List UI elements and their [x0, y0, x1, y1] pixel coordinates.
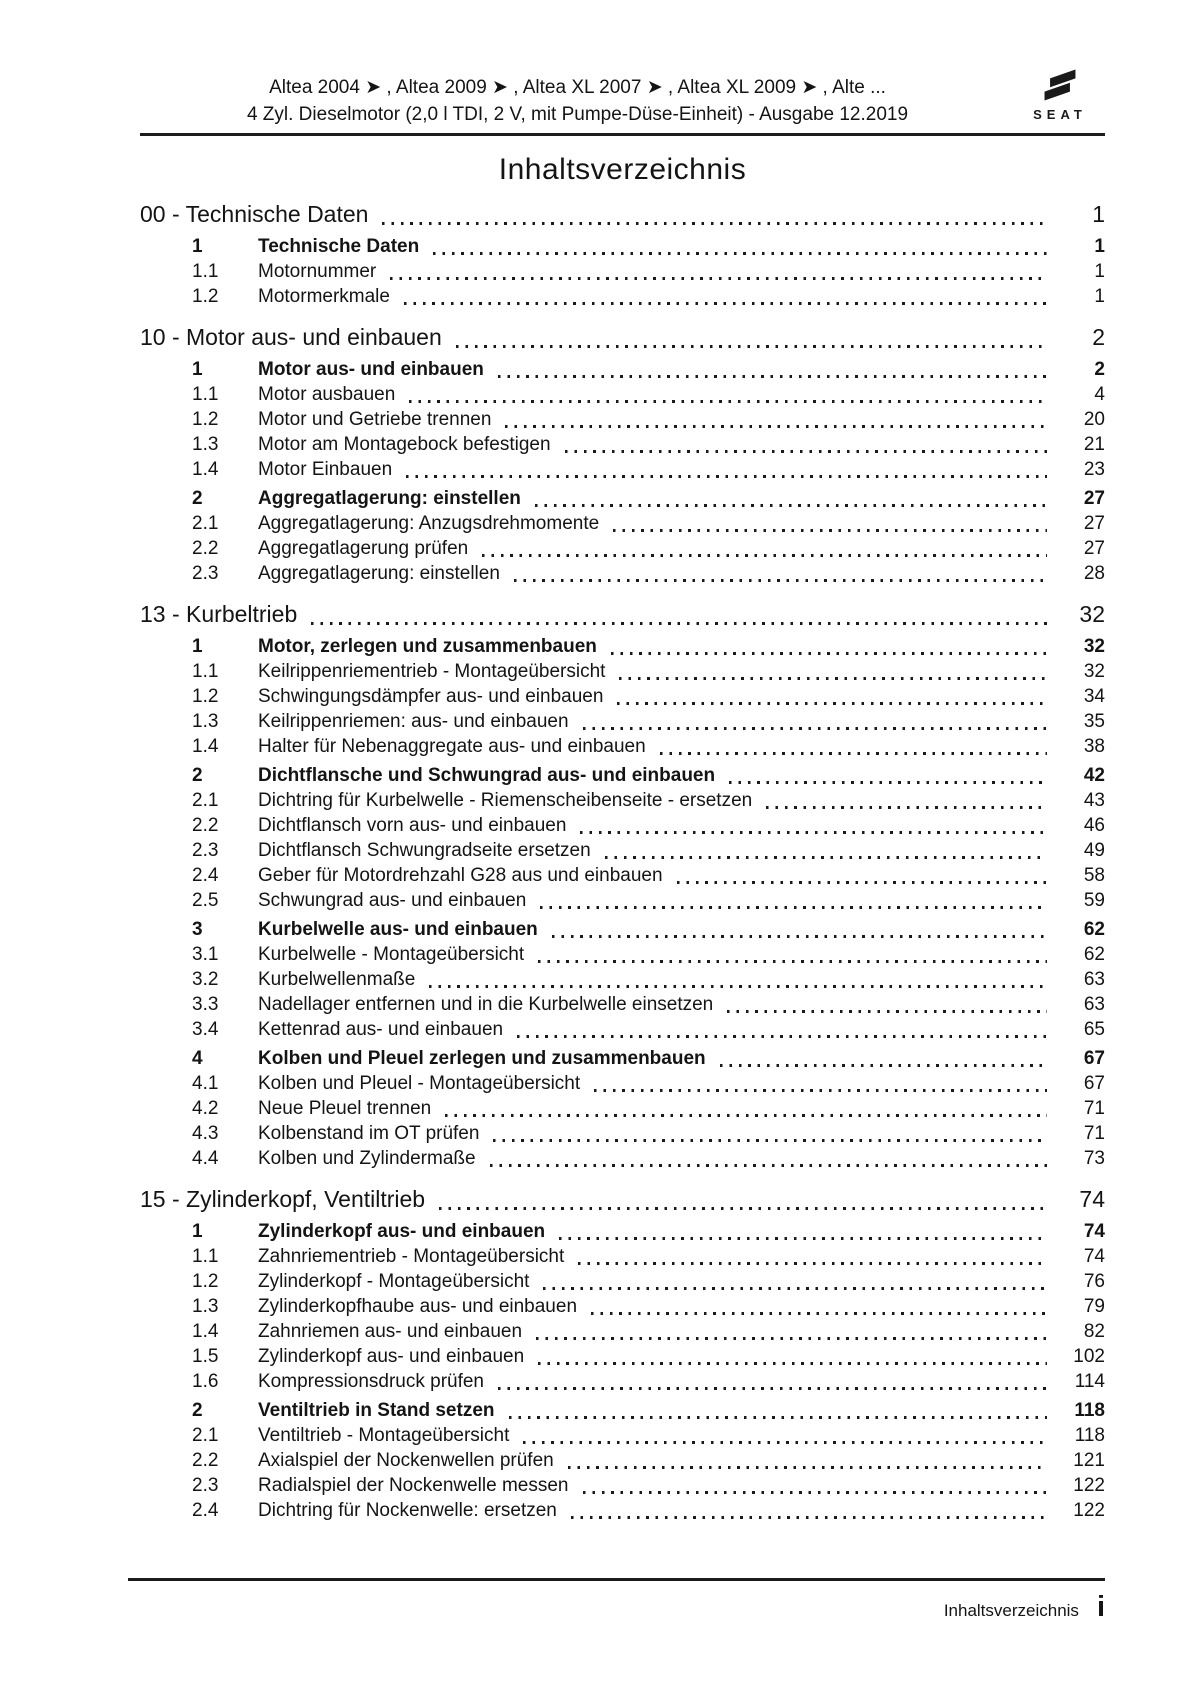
- toc-entry-row[interactable]: [140, 788, 1105, 813]
- toc-entry-row[interactable]: [140, 709, 1105, 734]
- toc-entry-number: 1.1: [192, 384, 219, 405]
- toc-entry-number: 2.1: [192, 513, 219, 534]
- toc-entry-row[interactable]: [140, 992, 1105, 1017]
- toc-chapter-label: 13 - Kurbeltrieb: [140, 601, 298, 627]
- toc-entry-page: 122: [1073, 1475, 1105, 1496]
- toc-entry-label: Radialspiel der Nockenwelle messen: [258, 1475, 569, 1496]
- toc-entry-label: Dichtflansch vorn aus- und einbauen: [258, 815, 567, 836]
- toc-entry-number: 1.3: [192, 711, 219, 732]
- dotted-leader: [404, 302, 1047, 305]
- toc-entry-row[interactable]: [140, 813, 1105, 838]
- toc-entry-page: 122: [1073, 1500, 1105, 1521]
- toc-chapter-row[interactable]: [140, 1184, 1105, 1215]
- toc-entry-label: Dichtring für Kurbelwelle - Riemenscheibenseite - ersetzen: [258, 790, 753, 811]
- toc-entry-row[interactable]: [140, 1319, 1105, 1344]
- toc-entry-row[interactable]: [140, 1269, 1105, 1294]
- toc-entry-label: Ventiltrieb - Montageübersicht: [258, 1425, 510, 1446]
- toc-entry-label: Zahnriementrieb - Montageübersicht: [258, 1246, 565, 1267]
- dotted-leader: [766, 806, 1047, 809]
- header-divider: [140, 133, 1105, 136]
- header-text-block: [140, 58, 1015, 128]
- toc-entry-page: 63: [1083, 994, 1105, 1015]
- dotted-leader: [498, 375, 1047, 378]
- dotted-leader: [538, 1362, 1047, 1365]
- toc-entry-row[interactable]: [140, 1219, 1105, 1244]
- toc-entry-row[interactable]: [140, 838, 1105, 863]
- toc-entry-number: 3.3: [192, 994, 219, 1015]
- toc-entry-label: Motor, zerlegen und zusammenbauen: [258, 636, 597, 657]
- toc-entry-label: Motor Einbauen: [258, 459, 393, 480]
- toc-chapter-row[interactable]: [140, 199, 1105, 230]
- toc-entry-number: 1.2: [192, 286, 219, 307]
- toc-entry-number: 2.3: [192, 1475, 219, 1496]
- toc-entry-label: Motornummer: [258, 261, 377, 282]
- toc-chapter-row[interactable]: [140, 599, 1105, 630]
- toc-entry-number: 2.2: [192, 538, 219, 559]
- toc-entry-row[interactable]: [140, 917, 1105, 942]
- toc-entry-page: 102: [1073, 1346, 1105, 1367]
- dotted-leader: [729, 781, 1047, 784]
- dotted-leader: [505, 425, 1047, 428]
- toc-entry-row[interactable]: [140, 382, 1105, 407]
- toc-entry-page: 63: [1083, 969, 1105, 990]
- toc-chapter-page: 32: [1079, 601, 1105, 627]
- toc-entry-page: 32: [1083, 636, 1105, 657]
- page-footer: [128, 1578, 1105, 1622]
- toc-entry-label: Kurbelwellenmaße: [258, 969, 416, 990]
- toc-entry-number: 2.1: [192, 1425, 219, 1446]
- toc-entry-label: Kolben und Pleuel - Montageübersicht: [258, 1073, 581, 1094]
- dotted-leader: [540, 906, 1047, 909]
- dotted-leader: [611, 652, 1047, 655]
- header-models-line: Altea 2004 ➤ , Altea 2009 ➤ , Altea XL 2007 ➤ , Altea XL 2009 ➤ , Alte ...: [269, 77, 886, 98]
- toc-entry-page: 21: [1083, 434, 1105, 455]
- toc-entry-number: 1.4: [192, 736, 219, 757]
- toc-entry-row[interactable]: [140, 1398, 1105, 1423]
- toc-entry-number: 1: [192, 636, 203, 657]
- toc-chapter-page: 74: [1079, 1186, 1105, 1212]
- toc-entry-page: 20: [1083, 409, 1105, 430]
- toc-entry-row[interactable]: [140, 888, 1105, 913]
- toc-entry-number: 2.2: [192, 815, 219, 836]
- toc-entry-number: 1.2: [192, 686, 219, 707]
- toc-entry-row[interactable]: [140, 561, 1105, 586]
- toc-entry-row[interactable]: [140, 863, 1105, 888]
- dotted-leader: [456, 345, 1047, 348]
- toc-chapter-page: 1: [1092, 201, 1105, 227]
- page-header: [140, 58, 1105, 128]
- dotted-leader: [565, 450, 1047, 453]
- toc-entry-number: 2.1: [192, 790, 219, 811]
- toc-entry-label: Aggregatlagerung: einstellen: [258, 563, 500, 584]
- toc-entry-row[interactable]: [140, 1046, 1105, 1071]
- dotted-leader: [509, 1416, 1048, 1419]
- toc-entry-page: 82: [1083, 1321, 1105, 1342]
- toc-entry-page: 49: [1083, 840, 1105, 861]
- dotted-leader: [727, 1010, 1047, 1013]
- dotted-leader: [559, 1237, 1047, 1240]
- page-title: Inhaltsverzeichnis: [498, 153, 747, 186]
- toc-entry-label: Zylinderkopf aus- und einbauen: [258, 1346, 525, 1367]
- toc-entry-row[interactable]: [140, 1423, 1105, 1448]
- toc-entry-row[interactable]: [140, 1448, 1105, 1473]
- toc-entry-page: 67: [1083, 1073, 1105, 1094]
- toc-entry-page: 76: [1083, 1271, 1105, 1292]
- dotted-leader: [568, 1466, 1047, 1469]
- toc-entry-label: Keilrippenriemen: aus- und einbauen: [258, 711, 569, 732]
- toc-entry-row[interactable]: [140, 1121, 1105, 1146]
- toc-entry-number: 1.1: [192, 261, 219, 282]
- toc-entry-label: Nadellager entfernen und in die Kurbelwelle einsetzen: [258, 994, 714, 1015]
- dotted-leader: [619, 677, 1047, 680]
- toc-entry-page: 27: [1083, 538, 1105, 559]
- toc-entry-label: Kompressionsdruck prüfen: [258, 1371, 484, 1392]
- toc-entry-page: 1: [1094, 236, 1105, 257]
- toc-entry-label: Kettenrad aus- und einbauen: [258, 1019, 504, 1040]
- toc-entry-row[interactable]: [140, 259, 1105, 284]
- toc-entry-number: 4.2: [192, 1098, 219, 1119]
- toc-entry-row[interactable]: [140, 1369, 1105, 1394]
- toc-entry-label: Axialspiel der Nockenwellen prüfen: [258, 1450, 554, 1471]
- toc-entry-row[interactable]: [140, 1096, 1105, 1121]
- toc-entry-row[interactable]: [140, 1498, 1105, 1523]
- toc-entry-label: Neue Pleuel trennen: [258, 1098, 432, 1119]
- toc-entry-page: 62: [1083, 919, 1105, 940]
- toc-entry-page: 27: [1083, 513, 1105, 534]
- toc-entry-number: 2.3: [192, 840, 219, 861]
- dotted-leader: [536, 1337, 1047, 1340]
- toc-entry-number: 4.1: [192, 1073, 219, 1094]
- toc-entry-page: 118: [1074, 1400, 1105, 1421]
- toc-entry-row[interactable]: [140, 1294, 1105, 1319]
- toc-entry-page: 62: [1083, 944, 1105, 965]
- toc-entry-number: 2.5: [192, 890, 219, 911]
- dotted-leader: [720, 1064, 1047, 1067]
- dotted-leader: [482, 554, 1047, 557]
- toc-entry-row[interactable]: [140, 536, 1105, 561]
- toc-entry-page: 46: [1083, 815, 1105, 836]
- toc-entry-page: 59: [1083, 890, 1105, 911]
- toc-entry-page: 28: [1083, 563, 1105, 584]
- toc-entry-row[interactable]: [140, 1071, 1105, 1096]
- toc-entry-number: 4: [192, 1048, 203, 1069]
- footer-page-number: i: [1096, 1591, 1105, 1623]
- toc-entry-row[interactable]: [140, 1473, 1105, 1498]
- toc-entry-label: Halter für Nebenaggregate aus- und einbauen: [258, 736, 646, 757]
- toc-entry-page: 1: [1094, 261, 1105, 282]
- seat-s-icon: [1015, 64, 1105, 106]
- toc-entry-label: Zylinderkopfhaube aus- und einbauen: [258, 1296, 578, 1317]
- toc-entry-number: 3.1: [192, 944, 219, 965]
- toc-entry-number: 1.6: [192, 1371, 219, 1392]
- toc-entry-number: 1.1: [192, 1246, 219, 1267]
- toc-chapter: [140, 1184, 1105, 1523]
- dotted-leader: [445, 1114, 1047, 1117]
- toc-entry-number: 2: [192, 488, 203, 509]
- toc-entry-page: 58: [1083, 865, 1105, 886]
- toc-entry-label: Kolben und Pleuel zerlegen und zusammenbauen: [258, 1048, 706, 1069]
- toc-entry-row[interactable]: [140, 511, 1105, 536]
- toc-entry-row[interactable]: [140, 734, 1105, 759]
- toc-entry-row[interactable]: [140, 967, 1105, 992]
- toc-entry-page: 121: [1073, 1450, 1105, 1471]
- dotted-leader: [517, 1035, 1047, 1038]
- footer-divider: [128, 1578, 1105, 1581]
- toc-entry-page: 1: [1094, 286, 1105, 307]
- toc-chapter: [140, 199, 1105, 309]
- toc-entry-row[interactable]: [140, 763, 1105, 788]
- dotted-leader: [578, 1262, 1047, 1265]
- dotted-leader: [591, 1312, 1047, 1315]
- toc-entry-page: 71: [1083, 1123, 1105, 1144]
- toc-entry-label: Kolben und Zylindermaße: [258, 1148, 476, 1169]
- toc-entry-row[interactable]: [140, 457, 1105, 482]
- dotted-leader: [677, 881, 1047, 884]
- toc-entry-number: 2.4: [192, 865, 219, 886]
- toc-entry-number: 1.5: [192, 1346, 219, 1367]
- toc-entry-row[interactable]: [140, 1146, 1105, 1171]
- toc-entry-number: 2: [192, 765, 203, 786]
- dotted-leader: [498, 1387, 1047, 1390]
- dotted-leader: [433, 252, 1047, 255]
- toc-entry-page: 43: [1083, 790, 1105, 811]
- dotted-leader: [543, 1287, 1047, 1290]
- toc-entry-page: 38: [1083, 736, 1105, 757]
- toc-entry-label: Keilrippenriementrieb - Montageübersicht: [258, 661, 606, 682]
- toc-entry-number: 1.4: [192, 1321, 219, 1342]
- seat-logo-wordmark: SEAT: [1033, 107, 1087, 122]
- dotted-leader: [429, 985, 1047, 988]
- toc-chapter-label: 00 - Technische Daten: [140, 201, 369, 227]
- toc-entry-label: Aggregatlagerung prüfen: [258, 538, 469, 559]
- dotted-leader: [311, 622, 1047, 625]
- header-subtitle-line: 4 Zyl. Dieselmotor (2,0 l TDI, 2 V, mit Pumpe-Düse-Einheit) - Ausgabe 12.2019: [246, 104, 909, 125]
- dotted-leader: [538, 960, 1047, 963]
- dotted-leader: [583, 727, 1047, 730]
- toc-entry-page: 73: [1083, 1148, 1105, 1169]
- toc-entry-page: 65: [1083, 1019, 1105, 1040]
- toc-entry-page: 71: [1083, 1098, 1105, 1119]
- toc-entry-row[interactable]: [140, 659, 1105, 684]
- toc-chapter-label: 10 - Motor aus- und einbauen: [140, 324, 442, 350]
- toc-entry-row[interactable]: [140, 234, 1105, 259]
- toc-entry-number: 1.1: [192, 661, 219, 682]
- dotted-leader: [605, 856, 1047, 859]
- toc-entry-number: 1: [192, 1221, 203, 1242]
- toc-entry-label: Zylinderkopf aus- und einbauen: [258, 1221, 546, 1242]
- dotted-leader: [660, 752, 1047, 755]
- toc-entry-number: 2.2: [192, 1450, 219, 1471]
- toc-entry-number: 2: [192, 1400, 203, 1421]
- toc-entry-row[interactable]: [140, 432, 1105, 457]
- toc-entry-row[interactable]: [140, 1017, 1105, 1042]
- toc-entry-label: Kurbelwelle - Montageübersicht: [258, 944, 525, 965]
- toc-entry-row[interactable]: [140, 634, 1105, 659]
- toc-entry-number: 1.3: [192, 434, 219, 455]
- dotted-leader: [571, 1516, 1047, 1519]
- toc-entry-number: 1.4: [192, 459, 219, 480]
- toc-entry-number: 1: [192, 236, 203, 257]
- dotted-leader: [493, 1139, 1047, 1142]
- toc-entry-page: 114: [1074, 1371, 1105, 1392]
- toc-entry-page: 23: [1083, 459, 1105, 480]
- toc-entry-number: 1.3: [192, 1296, 219, 1317]
- toc-entry-label: Dichtflansch Schwungradseite ersetzen: [258, 840, 591, 861]
- dotted-leader: [390, 277, 1047, 280]
- toc-entry-label: Zylinderkopf - Montageübersicht: [258, 1271, 530, 1292]
- toc-entry-page: 79: [1083, 1296, 1105, 1317]
- toc-entry-row[interactable]: [140, 357, 1105, 382]
- toc-chapter-label: 15 - Zylinderkopf, Ventiltrieb: [140, 1186, 426, 1212]
- dotted-leader: [514, 579, 1047, 582]
- toc-chapter-page: 2: [1092, 324, 1105, 350]
- toc-entry-page: 67: [1083, 1048, 1105, 1069]
- toc-entry-label: Aggregatlagerung: einstellen: [258, 488, 521, 509]
- toc-entry-number: 3: [192, 919, 203, 940]
- page-content: [140, 58, 1105, 1523]
- toc-entry-label: Kurbelwelle aus- und einbauen: [258, 919, 538, 940]
- toc-entry-label: Ventiltrieb in Stand setzen: [258, 1400, 495, 1421]
- toc-entry-label: Geber für Motordrehzahl G28 aus und einbauen: [258, 865, 663, 886]
- dotted-leader: [406, 475, 1047, 478]
- toc-entry-number: 4.3: [192, 1123, 219, 1144]
- toc-entry-number: 1.2: [192, 409, 219, 430]
- toc-entry-row[interactable]: [140, 1244, 1105, 1269]
- toc-entry-page: 35: [1083, 711, 1105, 732]
- toc-chapter-row[interactable]: [140, 322, 1105, 353]
- toc-entry-page: 74: [1083, 1221, 1105, 1242]
- toc-chapter: [140, 599, 1105, 1171]
- toc-entry-row[interactable]: [140, 684, 1105, 709]
- toc-entry-page: 4: [1094, 384, 1105, 405]
- toc-entry-label: Motor am Montagebock befestigen: [258, 434, 551, 455]
- toc-entry-page: 27: [1083, 488, 1105, 509]
- dotted-leader: [617, 702, 1047, 705]
- toc-entry-label: Motor ausbauen: [258, 384, 396, 405]
- toc-entry-row[interactable]: [140, 407, 1105, 432]
- dotted-leader: [409, 400, 1047, 403]
- dotted-leader: [439, 1207, 1047, 1210]
- toc-entry-label: Dichtflansche und Schwungrad aus- und einbauen: [258, 765, 716, 786]
- toc-entry-row[interactable]: [140, 1344, 1105, 1369]
- dotted-leader: [552, 935, 1047, 938]
- dotted-leader: [523, 1441, 1047, 1444]
- toc-entry-row[interactable]: [140, 284, 1105, 309]
- toc-entry-number: 3.4: [192, 1019, 219, 1040]
- toc-entry-row[interactable]: [140, 942, 1105, 967]
- footer-label: Inhaltsverzeichnis: [943, 1601, 1079, 1620]
- dotted-leader: [382, 222, 1047, 225]
- dotted-leader: [594, 1089, 1047, 1092]
- toc-entry-label: Schwingungsdämpfer aus- und einbauen: [258, 686, 604, 707]
- toc-entry-number: 1.2: [192, 1271, 219, 1292]
- toc-entry-label: Aggregatlagerung: Anzugsdrehmomente: [258, 513, 600, 534]
- toc-entry-page: 34: [1083, 686, 1105, 707]
- dotted-leader: [490, 1164, 1047, 1167]
- footer-line: [128, 1593, 1105, 1622]
- toc-entry-number: 2.3: [192, 563, 219, 584]
- toc-entry-label: Schwungrad aus- und einbauen: [258, 890, 527, 911]
- toc-entry-label: Dichtring für Nockenwelle: ersetzen: [258, 1500, 557, 1521]
- toc-entry-label: Kolbenstand im OT prüfen: [258, 1123, 480, 1144]
- toc-entry-number: 1: [192, 359, 203, 380]
- toc-entry-number: 3.2: [192, 969, 219, 990]
- dotted-leader: [580, 831, 1047, 834]
- toc-entry-label: Technische Daten: [258, 236, 420, 257]
- toc-entry-page: 74: [1083, 1246, 1105, 1267]
- dotted-leader: [535, 504, 1047, 507]
- seat-logo: [1015, 58, 1105, 122]
- toc-entry-label: Motormerkmale: [258, 286, 390, 307]
- toc-entry-page: 2: [1094, 359, 1105, 380]
- table-of-contents: [140, 199, 1105, 1523]
- toc-entry-label: Zahnriemen aus- und einbauen: [258, 1321, 523, 1342]
- toc-chapter: [140, 322, 1105, 586]
- toc-entry-page: 42: [1083, 765, 1105, 786]
- dotted-leader: [613, 529, 1047, 532]
- toc-entry-label: Motor und Getriebe trennen: [258, 409, 492, 430]
- toc-entry-row[interactable]: [140, 486, 1105, 511]
- toc-entry-page: 32: [1083, 661, 1105, 682]
- toc-entry-number: 4.4: [192, 1148, 219, 1169]
- dotted-leader: [583, 1491, 1048, 1494]
- toc-entry-label: Motor aus- und einbauen: [258, 359, 484, 380]
- toc-entry-number: 2.4: [192, 1500, 219, 1521]
- toc-entry-page: 118: [1074, 1425, 1105, 1446]
